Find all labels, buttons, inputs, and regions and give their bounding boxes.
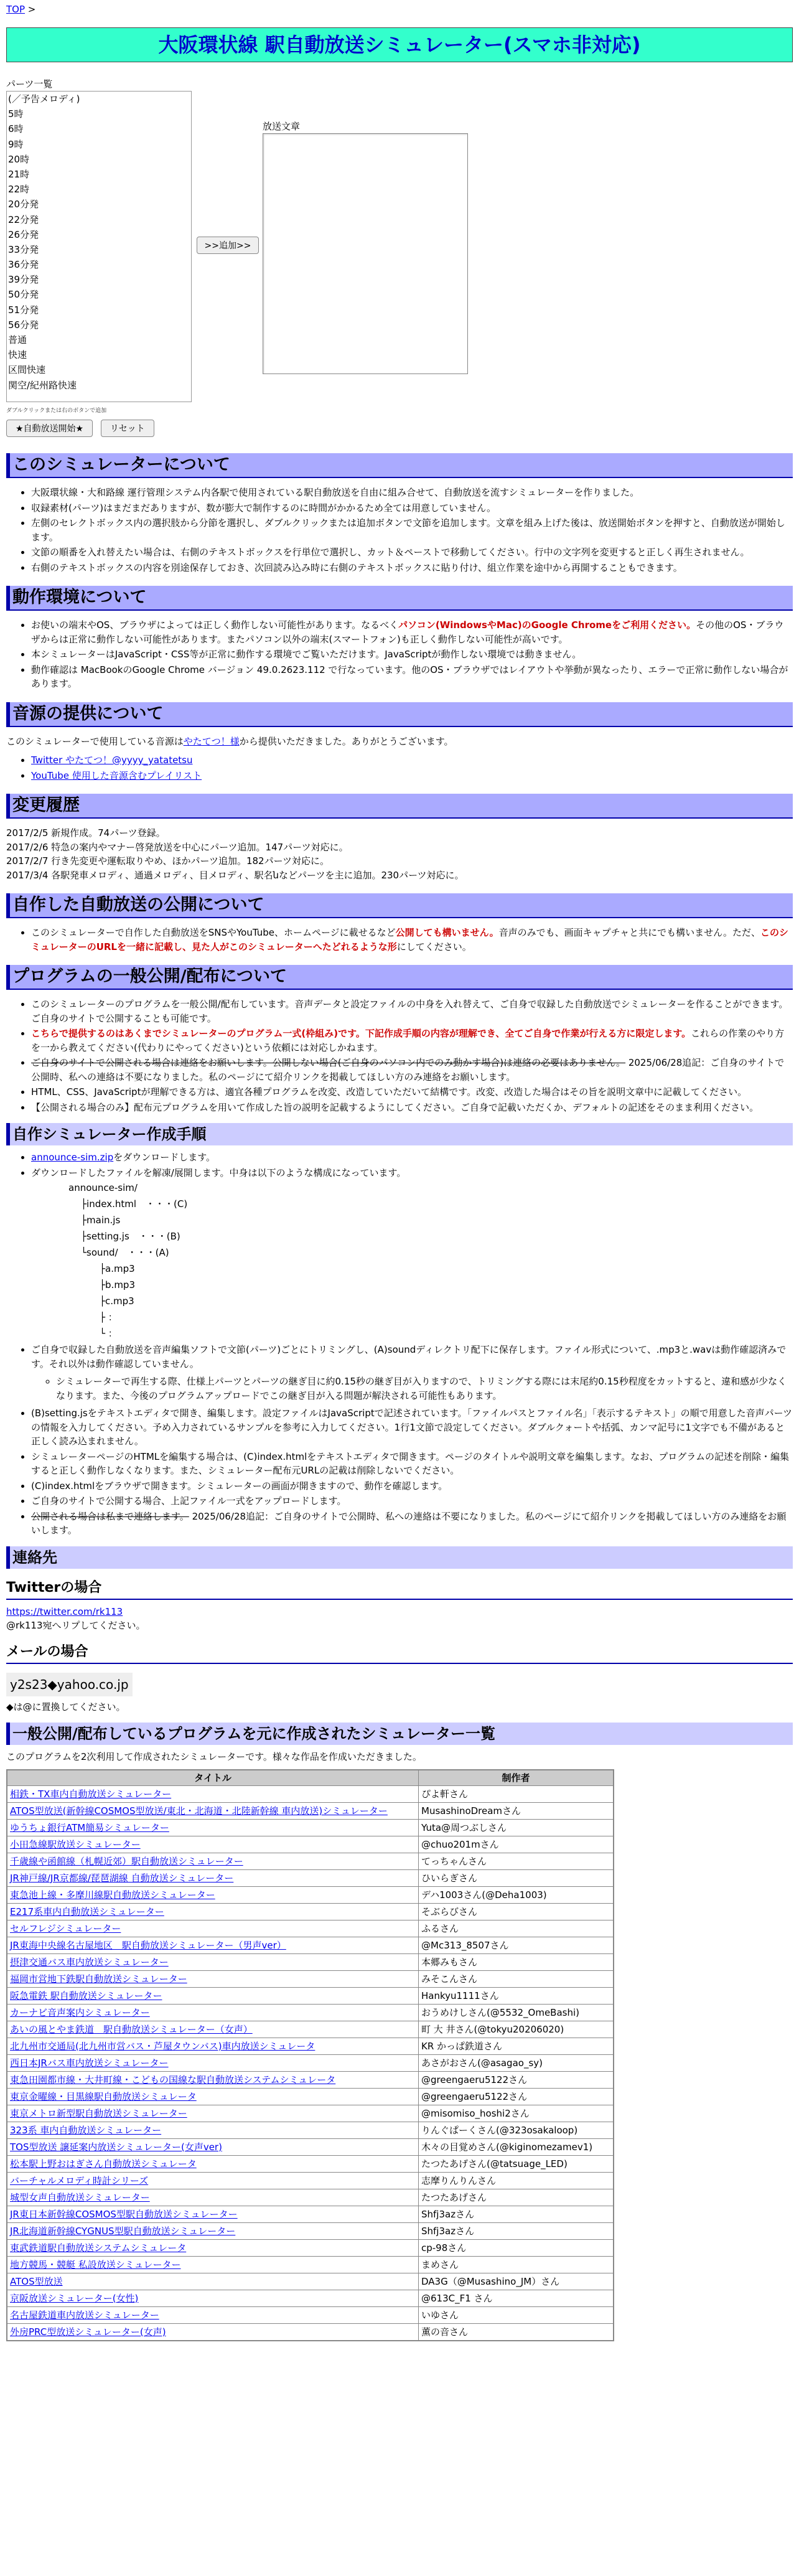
parts-option[interactable]: 39分発 (8, 274, 39, 286)
author-cell: @greengaeru5122さん (419, 2072, 614, 2089)
title-cell (7, 2257, 419, 2273)
env-text: お使いの端末やOS、ブラウザによっては正しく動作しない可能性があります。なるべく (31, 619, 399, 631)
list-item: • 右側のテキストボックスの内容を別途保存しておき、次回読み込み時に右側のテキストボックスに貼り付け、組立作業を途中から再開することもできます。 (31, 561, 793, 575)
author-cell: 本郷みもさん (419, 1954, 614, 1971)
simulator-link[interactable]: 摂津交通バス車内放送シミュレーター (10, 1956, 169, 1968)
simulator-link[interactable]: 外房PRC型放送シミュレーター(女声) (10, 2326, 166, 2338)
howto-text: ダウンロードしたファイルを解凍/展開します。中身は以下のような構成になっています。 (31, 1167, 406, 1178)
list-item: • (C)index.htmlをブラウザで開きます。シミュレーターの画面が開きますので、動作を確認します。 (31, 1479, 793, 1493)
author-cell: りんぐぱーくさん(@323osakaloop) (419, 2122, 614, 2139)
title-cell (7, 2223, 419, 2240)
title-cell (7, 2273, 419, 2290)
author-cell: DA3G（@Musashino_JM）さん (419, 2273, 614, 2290)
simulator-link[interactable]: 東急池上線・多摩川線駅自動放送シミュレーター (10, 1889, 215, 1901)
audio-links (6, 753, 793, 783)
simulator-link[interactable]: カーナビ音声案内シミュレーター (10, 2006, 150, 2018)
howto-list (6, 1150, 793, 1538)
distribution-list (6, 997, 793, 1114)
simulator-link[interactable]: 西日本JRバス車内放送シミュレーター (10, 2057, 169, 2069)
simulator-link[interactable]: 東武鉄道駅自動放送システムシミュレータ (10, 2242, 187, 2254)
title-cell (7, 2005, 419, 2021)
distribution-red-text: こちらで提供するのはあくまでシミュレーターのプログラム一式(枠組み)です。下記作成手順の内容が理解でき、全てご自身で作業が行える方に限定します。 (31, 1028, 691, 1039)
table-row (7, 2055, 614, 2072)
derived-table (6, 1769, 614, 2342)
parts-option[interactable]: 21時 (8, 168, 30, 180)
page-title: 大阪環状線 駅自動放送シミュレーター(スマホ非対応) (6, 27, 793, 62)
list-item: • 動作確認は MacBookのGoogle Chrome バージョン 49.0.2623.112 で行なっています。他のOS・ブラウザではレイアウトや挙動が異なったり、エラーで正常に動作しない場合があります。 (31, 663, 793, 691)
author-cell: みそこんさん (419, 1971, 614, 1988)
table-row (7, 2173, 614, 2189)
mail-note: ◆は@に置換してください。 (6, 1701, 126, 1713)
table-row (7, 1887, 614, 1904)
title-cell (7, 2072, 419, 2089)
publish-text: 音声のみでも、画面キャプチャと共にでも構いません。ただ、 (498, 927, 761, 938)
table-row (7, 1988, 614, 2005)
table-row (7, 1971, 614, 1988)
title-cell (7, 2122, 419, 2139)
simulator-link[interactable]: バーチャルメロディ時計シリーズ (10, 2174, 149, 2186)
list-item (31, 1343, 793, 1403)
file-tree (68, 1180, 793, 1342)
table-row (7, 2223, 614, 2240)
simulator-link[interactable]: 東急田園都市線・大井町線・こどもの国線な駅自動放送システムシミュレータ (10, 2074, 336, 2085)
title-cell (7, 2038, 419, 2055)
table-row (7, 2307, 614, 2324)
env-recommend-text: パソコン(WindowsやMac)のGoogle Chromeをご利用ください。 (398, 619, 696, 631)
howto-text: をダウンロードします。 (113, 1152, 216, 1163)
twitter-url-line (6, 1605, 793, 1619)
tree-line: └ ： (81, 1328, 118, 1339)
parts-option[interactable]: 20時 (8, 153, 30, 165)
simulator-link[interactable]: 京阪放送シミュレーター(女性) (10, 2292, 139, 2304)
table-row (7, 2038, 614, 2055)
parts-select-list[interactable] (6, 91, 192, 402)
title-cell (7, 2206, 419, 2223)
simulator-link[interactable]: あいの風とやま鉄道 駅自動放送シミュレーター（女声） (10, 2023, 253, 2035)
simulator-link[interactable]: 小田急線駅放送シミュレーター (10, 1838, 141, 1850)
simulator-tool (6, 77, 793, 414)
parts-option[interactable]: 56分発 (8, 319, 39, 331)
simulator-link[interactable]: JR東日本新幹線COSMOS型駅自動放送シミュレーター (10, 2208, 238, 2220)
simulator-link[interactable]: TOS型放送 譲延案内放送シミュレーター(女声ver) (10, 2141, 222, 2153)
author-cell: たつたあげさん(@tatsuage_LED) (419, 2156, 614, 2173)
title-cell (7, 1988, 419, 2005)
publish-text: このシミュレーターで自作した自動放送をSNSやYouTube、ホームページに載せるなど (31, 927, 396, 938)
list-item (31, 1510, 793, 1538)
table-row (7, 1954, 614, 1971)
simulator-link[interactable]: ATOS型放送(新幹線COSMOS型放送/東北・北海道・北陸新幹線 車内放送)シミュレーター (10, 1805, 388, 1817)
table-row (7, 1786, 614, 1803)
parts-option[interactable]: 26分発 (8, 228, 39, 240)
distribution-text: 2025/06/28追記：ご自身のサイトで公開時、私への連絡は不要になりました。私のページにて紹介リンクを掲載してほしい方のみ連絡をお願いします。 (31, 1057, 785, 1083)
tree-line: ├setting.js ・・・(B) (81, 1231, 180, 1242)
title-cell (7, 2189, 419, 2206)
history-list (6, 826, 793, 882)
table-row (7, 2089, 614, 2105)
howto-text: ご自身で収録した自動放送を音声編集ソフトで文節(パーツ)ごとにトリミングし、(A)soundディレクトリ配下に保存します。ファイル形式について、.mp3と.wavは動作確認済みです。それ以外は動作確認していません。 (31, 1344, 787, 1370)
simulator-link[interactable]: 北九州市交通局(北九州市営バス・芦屋タウンバス)車内放送シミュレータ (10, 2040, 315, 2052)
table-row (7, 2273, 614, 2290)
simulator-link[interactable]: JR北海道新幹線CYGNUS型駅自動放送シミュレーター (10, 2225, 236, 2237)
audio-text: このシミュレーターで使用している音源は (6, 735, 184, 747)
parts-option[interactable]: 20分発 (8, 199, 39, 210)
audio-credit (6, 735, 793, 749)
parts-option[interactable]: 普通 (8, 334, 27, 346)
tree-line: ├index.html ・・・(C) (81, 1198, 188, 1210)
list-item: • 【公開される場合のみ】配布元プログラムを用いて作成した旨の説明を記載するようにしてください。ご自身で記載いただくか、デフォルトの記述をそのまま利用ください。 (31, 1101, 793, 1115)
parts-option[interactable]: 22分発 (8, 214, 39, 225)
author-cell: 木々の目覚めさん(@kiginomezamev1) (419, 2139, 614, 2156)
howto-heading: 自作シミュレーター作成手順 (6, 1123, 793, 1145)
author-cell: Shfj3azさん (419, 2223, 614, 2240)
publish-text: にしてください。 (396, 941, 472, 952)
tree-line: ├main.js (81, 1215, 121, 1226)
mail-heading: メールの場合 (6, 1642, 793, 1664)
list-item: • 左側のセレクトボックス内の選択肢から分節を選択し、ダブルクリックまたは追加ボタンで文節を追加します。文章を組み上げた後は、放送開始ボタンを押すと、自動放送が開始します。 (31, 516, 793, 544)
title-cell (7, 1786, 419, 1803)
list-item: • 本シミュレーターはJavaScript・CSS等が正常に動作する環境でご覧いただけます。JavaScriptが動作しない環境では動きません。 (31, 647, 793, 662)
title-cell (7, 2307, 419, 2324)
simulator-link[interactable]: ATOS型放送 (10, 2275, 63, 2287)
env-text: その他のOS・ブラウザからは正常に動作しない可能性があります。またパソコン以外の端末(スマートフォン)も正しく動作しない可能性が高いです。 (31, 619, 784, 645)
parts-option[interactable]: 33分発 (8, 243, 39, 255)
env-list (6, 618, 793, 691)
simulator-link[interactable]: 名古屋鉄道車内放送シミュレーター (10, 2309, 159, 2321)
simulator-link[interactable]: 城型女声自動放送シミュレーター (10, 2191, 150, 2203)
title-cell (7, 2055, 419, 2072)
control-buttons (6, 420, 793, 442)
twitter-heading: Twitterの場合 (6, 1577, 793, 1600)
author-cell: たつたあげさん (419, 2189, 614, 2206)
twitter-note: @rk113宛へリプしてください。 (6, 1620, 146, 1631)
author-cell: そぶらびさん (419, 1904, 614, 1920)
title-cell (7, 1904, 419, 1920)
author-cell: @613C_F1 さん (419, 2290, 614, 2307)
history-item: 2017/2/5 新規作成。74パーツ登録。 (6, 827, 166, 839)
list-item (31, 1150, 793, 1165)
simulator-link[interactable]: 千歳線や函館線（札幌近郊）駅自動放送シミュレーター (10, 1855, 243, 1867)
title-cell (7, 2139, 419, 2156)
email-address: y2s23◆yahoo.co.jp (6, 1673, 133, 1696)
author-cell: てっちゃんさん (419, 1853, 614, 1870)
author-cell: あさがおさん(@asagao_sy) (419, 2055, 614, 2072)
breadcrumb-top-link[interactable]: TOP (6, 4, 26, 15)
parts-option[interactable]: 区間快速 (8, 364, 46, 376)
publish-red-text: 公開しても構いません。 (395, 927, 499, 938)
title-cell (7, 1803, 419, 1820)
title-cell (7, 1853, 419, 1870)
list-item (31, 1056, 793, 1084)
list-item (31, 753, 793, 768)
simulator-link[interactable]: JR神戸線/JR京都線/琵琶湖線 自動放送シミュレーター (10, 1872, 234, 1884)
title-cell (7, 1920, 419, 1937)
simulator-link[interactable]: JR東海中央線名古屋地区 駅自動放送シミュレーター（男声ver） (10, 1939, 286, 1951)
parts-option[interactable]: 快速 (8, 349, 27, 361)
list-item: • ご自身のサイトで公開する場合、上記ファイル一式をアップロードします。 (31, 1494, 793, 1508)
howto-sublist (31, 1375, 793, 1403)
author-cell: デハ1003さん(@Deha1003) (419, 1887, 614, 1904)
add-part-button[interactable]: >>追加>> (197, 237, 259, 254)
table-row (7, 1920, 614, 1937)
parts-option[interactable]: 51分発 (8, 304, 39, 316)
list-item: • 文節の順番を入れ替えたい場合は、右側のテキストボックスを行単位で選択し、カット＆ペーストで移動してください。行中の文字列を変更すると正しく再生されません。 (31, 545, 793, 560)
list-item: ◦ シミュレーターで再生する際、仕様上パーツとパーツの継ぎ目に約0.15秒の継ぎ目が入りますので、トリミングする際には末尾約0.15秒程度をカットすると、違和感が少なくなります。また、今後のプログラムアップロードでこの継ぎ目が入る問題が解決される可能性もあります。 (56, 1375, 793, 1403)
list-item: • 大阪環状線・大和路線 運行管理システム内各駅で使用されている駅自動放送を自由に組み合せて、自動放送を流すシミュレーターを作りました。 (31, 486, 793, 500)
parts-option[interactable]: (／予告メロディ) (8, 93, 80, 105)
simulator-link[interactable]: 阪急電鉄 駅自動放送シミュレーター (10, 1990, 162, 2001)
simulator-link[interactable]: 相鉄・TX車内自動放送シミュレーター (10, 1788, 172, 1800)
tree-line: ├b.mp3 (81, 1279, 135, 1290)
simulator-link[interactable]: E217系車内自動放送シミュレーター (10, 1906, 164, 1917)
title-cell (7, 1971, 419, 1988)
author-cell: cp-98さん (419, 2240, 614, 2257)
breadcrumb (6, 0, 793, 17)
breadcrumb-separator: > (27, 4, 36, 15)
author-cell: 志摩りんりんさん (419, 2173, 614, 2189)
title-cell (7, 1836, 419, 1853)
author-cell: KR かっぱ鉄道さん (419, 2038, 614, 2055)
table-row (7, 1870, 614, 1887)
title-cell (7, 2290, 419, 2307)
youtube-link[interactable]: YouTube 使用した音源含むプレイリスト (31, 769, 202, 781)
derived-heading: 一般公開/配布しているプログラムを元に作成されたシミュレーター一覧 (6, 1723, 793, 1745)
table-row (7, 1904, 614, 1920)
simulator-link[interactable]: 東京金曜線・目黒線駅自動放送シミュレータ (10, 2090, 197, 2102)
author-cell: ふるさん (419, 1920, 614, 1937)
author-cell: まめさん (419, 2257, 614, 2273)
struck-text: 公開される場合は私まで連絡します。 (31, 1510, 189, 1522)
derived-intro: このプログラムを2次利用して作成されたシミュレーターです。様々な作品を作成いただきました。 (6, 1751, 422, 1762)
simulator-link[interactable]: 地方競馬・競艇 私設放送シミュレーター (10, 2259, 181, 2270)
parts-option[interactable]: 50分発 (8, 289, 39, 301)
list-item (31, 618, 793, 646)
table-row (7, 2290, 614, 2307)
author-cell: @Mc313_8507さん (419, 1937, 614, 1954)
parts-option[interactable]: 6時 (8, 123, 24, 135)
list-item: • このシミュレーターのプログラムを一般公開/配布しています。音声データと設定ファイルの中身を入れ替えて、ご自身で収録した自動放送でシミュレーターを作ることができます。ご自身のサイトで公開することも可能です。 (31, 997, 793, 1025)
history-item: 2017/2/7 行き先変更や運転取りやめ、ほかパーツ追加。182パーツ対応に。 (6, 855, 329, 867)
table-row (7, 2021, 614, 2038)
parts-option[interactable]: 5時 (8, 108, 24, 120)
list-item: • 収録素材(パーツ)はまだまだありますが、数が膨大で制作するのに時間がかかるため全ては用意していません。 (31, 501, 793, 515)
table-row (7, 2105, 614, 2122)
about-list (6, 486, 793, 575)
distribution-heading: プログラムの一般公開/配布について (6, 965, 793, 990)
table-header-row (7, 1770, 614, 1786)
author-cell: 薫の音さん (419, 2324, 614, 2341)
publish-list (6, 926, 793, 954)
audio-heading: 音源の提供について (6, 702, 793, 727)
simulator-link[interactable]: ゆうちょ銀行ATM簡易シミュレーター (10, 1822, 169, 1833)
author-cell: @greengaeru5122さん (419, 2089, 614, 2105)
list-item: • (B)setting.jsをテキストエディタで開き、編集します。設定ファイルはJavaScriptで記述されています。「ファイルパスとファイル名」「表示するテキスト」の順で用意した音声パーツの情報を入力してください。予め入力されているサンプルを参考に入力してください。1行1文節で設定してください。ダブルクォートや括弧、カンマ記号に1文字でも不備があると正しく読み込まれません。 (31, 1406, 793, 1449)
twitter-link[interactable]: Twitter やたてつ！@yyyy_yatatetsu (31, 754, 193, 766)
title-cell (7, 2089, 419, 2105)
col-author-header: 制作者 (419, 1770, 614, 1786)
howto-text: 2025/06/28追記：ご自身のサイトで公開時、私への連絡は不要になりました。私のページにて紹介リンクを掲載してほしい方のみ連絡をお願いします。 (31, 1510, 787, 1536)
parts-option[interactable]: 22時 (8, 184, 30, 195)
announce-text-area[interactable] (263, 133, 468, 374)
tree-line: ├c.mp3 (81, 1295, 134, 1307)
parts-list-note: ダブルクリックまたは右のボタンで追加 (6, 408, 107, 414)
list-item (31, 769, 793, 783)
title-cell (7, 2021, 419, 2038)
author-cell: 町 大 井さん(@tokyu20206020) (419, 2021, 614, 2038)
table-row (7, 2257, 614, 2273)
audio-text: から提供いただきました。ありがとうございます。 (239, 735, 454, 747)
tree-line: ├ ： (81, 1312, 118, 1323)
table-row (7, 2189, 614, 2206)
derived-table-body (7, 1786, 614, 2341)
author-cell: おうめけしさん(@5532_OmeBashi) (419, 2005, 614, 2021)
title-cell (7, 2173, 419, 2189)
list-item: • シミュレーターページのHTMLを編集する場合は、(C)index.htmlをテキストエディタで開きます。ページのタイトルや説明文章を編集します。なお、プログラムの記述を削除・編集すると正しく動作しなくなります。また、シミュレーター配布元URLの記載は削除しないでください。 (31, 1450, 793, 1478)
audio-provider-link[interactable]: やたてつ！様 (183, 735, 240, 747)
title-cell (7, 1820, 419, 1836)
author-cell: Yuta@周つぶしさん (419, 1820, 614, 1836)
table-row (7, 1937, 614, 1954)
table-row (7, 1836, 614, 1853)
announce-text-label: 放送文章 (263, 121, 301, 132)
author-cell: ぴよ軒さん (419, 1786, 614, 1803)
parts-option[interactable]: 関空/紀州路快速 (8, 379, 77, 391)
table-row (7, 2005, 614, 2021)
author-cell: Hankyu1111さん (419, 1988, 614, 2005)
title-cell (7, 2324, 419, 2341)
title-cell (7, 2156, 419, 2173)
history-item: 2017/2/6 特急の案内やマナー啓発放送を中心にパーツ追加。147パーツ対応に。 (6, 841, 348, 853)
parts-list-label: パーツ一覧 (6, 78, 53, 90)
author-cell: ひいらぎさん (419, 1870, 614, 1887)
tree-line: └sound/ ・・・(A) (81, 1247, 169, 1258)
reset-button[interactable]: リセット (101, 420, 154, 437)
table-row (7, 2072, 614, 2089)
history-item: 2017/3/4 各駅発車メロディ、通過メロディ、目メロディ、駅名նなどパーツを主に追加。230パーツ対応に。 (6, 869, 464, 881)
title-cell (7, 1954, 419, 1971)
simulator-link[interactable]: 福岡市営地下鉄駅自動放送シミュレーター (10, 1973, 187, 1985)
title-cell (7, 2240, 419, 2257)
list-item (31, 1166, 793, 1342)
list-item (31, 926, 793, 954)
list-item (31, 1027, 793, 1055)
simulator-link[interactable]: 松本駅上野おはぎさん自動放送シミュレータ (10, 2158, 197, 2169)
table-row (7, 2206, 614, 2223)
author-cell: @misomiso_hoshi2さん (419, 2105, 614, 2122)
publish-red-text: このシミュレーターのURLを一緒に記載し、見た人がこのシミュレーターへたどれるような形 (31, 927, 789, 952)
table-row (7, 1820, 614, 1836)
author-cell: いゆさん (419, 2307, 614, 2324)
twitter-url-link[interactable]: https://twitter.com/rk113 (6, 1605, 123, 1617)
table-row (7, 2139, 614, 2156)
history-heading: 変更履歴 (6, 794, 793, 819)
list-item: • HTML、CSS、JavaScriptが理解できる方は、適宜各種プログラムを改変、改造していただいて結構です。改変、改造した場合はその旨を説明文章中に記載してください。 (31, 1085, 793, 1099)
contact-heading: 連絡先 (6, 1546, 793, 1569)
author-cell: @chuo201mさん (419, 1836, 614, 1853)
title-cell (7, 2105, 419, 2122)
title-cell (7, 1887, 419, 1904)
col-title-header: タイトル (7, 1770, 419, 1786)
simulator-link[interactable]: セルフレジシミュレーター (10, 1922, 121, 1934)
start-announce-button[interactable]: ★自動放送開始★ (6, 420, 93, 437)
author-cell: MusashinoDreamさん (419, 1803, 614, 1820)
simulator-link[interactable]: 東京メトロ新型駅自動放送シミュレーター (10, 2107, 187, 2119)
parts-option[interactable]: 9時 (8, 138, 24, 150)
title-cell (7, 1870, 419, 1887)
about-heading: このシミュレーターについて (6, 453, 793, 478)
table-row (7, 2122, 614, 2139)
tree-line: announce-sim/ (68, 1182, 138, 1193)
parts-option[interactable]: 36分発 (8, 259, 39, 271)
struck-text: ご自身のサイトで公開される場合は連絡をお願いします。公開しない場合(ご自身のパソコン内でのみ動かす場合)は連絡の必要はありません。 (31, 1057, 626, 1068)
simulator-link[interactable]: 323系 車内自動放送シミュレーター (10, 2124, 162, 2136)
table-row (7, 1803, 614, 1820)
title-cell (7, 1937, 419, 1954)
table-row (7, 2240, 614, 2257)
tree-line: ├a.mp3 (81, 1263, 135, 1274)
publish-heading: 自作した自動放送の公開について (6, 893, 793, 918)
table-row (7, 1853, 614, 1870)
table-row (7, 2324, 614, 2341)
env-heading: 動作環境について (6, 586, 793, 611)
author-cell: Shfj3azさん (419, 2206, 614, 2223)
download-link[interactable]: announce-sim.zip (31, 1152, 114, 1163)
table-row (7, 2156, 614, 2173)
distribution-text: これらの作業のやり方を一から教えてください(代わりにやってください)という依頼には対応しかねます。 (31, 1028, 785, 1053)
